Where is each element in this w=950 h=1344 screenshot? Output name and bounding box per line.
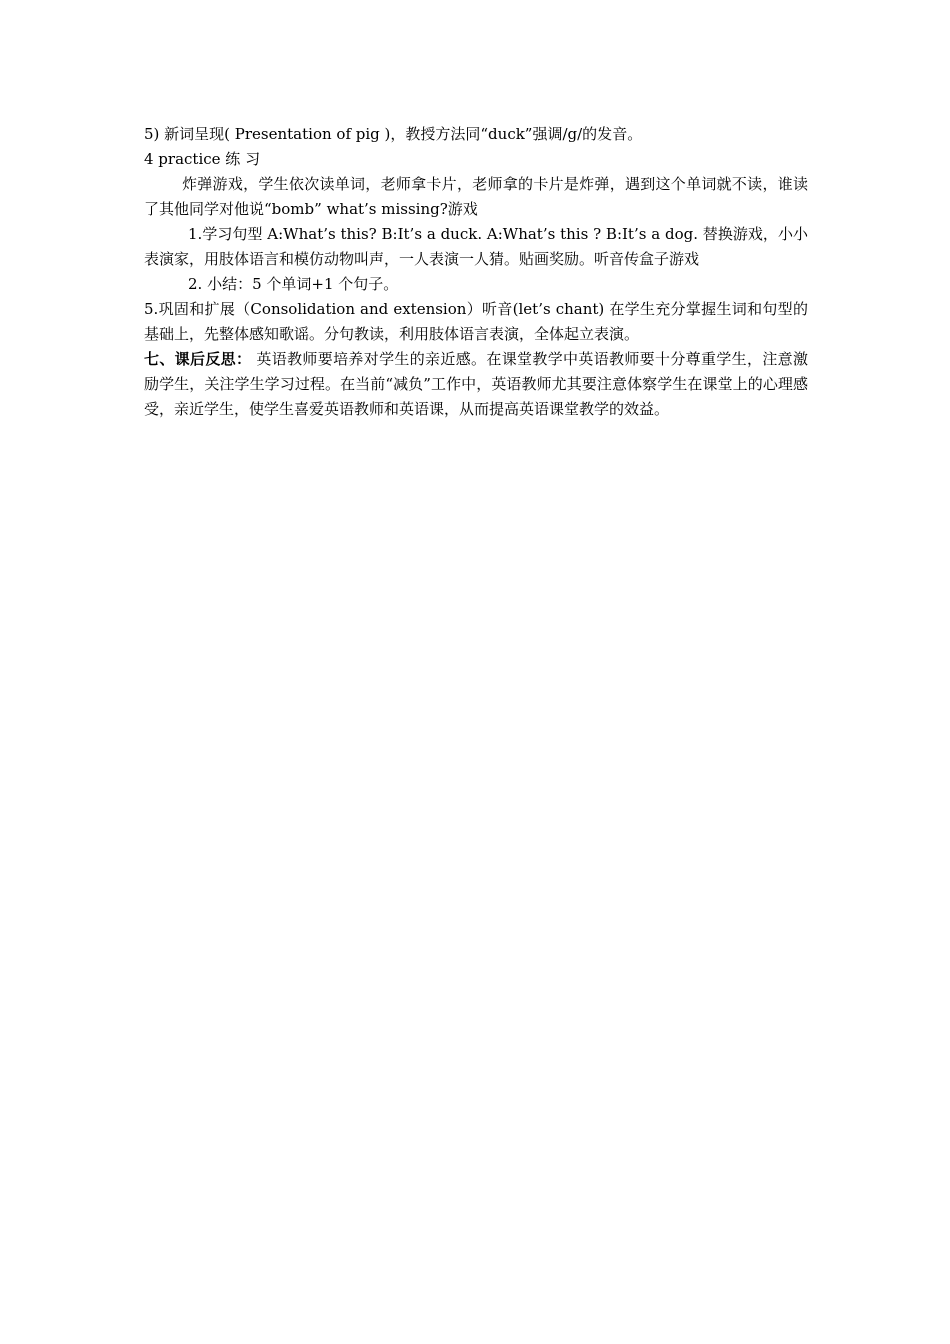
heading-practice: 4 practice 练 习 xyxy=(144,150,261,168)
paragraph-summary: 2. 小结：5 个单词+1 个句子。 xyxy=(188,275,399,293)
paragraph-bomb-game: 炸弹游戏，学生依次读单词，老师拿卡片，老师拿的卡片是炸弹，遇到这个单词就不读，谁读了其他同学对他说“bomb” what’s missing?游戏 xyxy=(144,175,808,218)
reflection-heading: 七、课后反思： xyxy=(144,350,252,368)
paragraph-reflection xyxy=(144,347,808,422)
paragraph-consolidation: 5.巩固和扩展（Consolidation and extension）听音(let’s chant) 在学生充分掌握生词和句型的基础上，先整体感知歌谣。分句教读，利用肢体语言表演，全体起立表演。 xyxy=(144,300,808,343)
paragraph-presentation-pig: 5) 新词呈现( Presentation of pig )，教授方法同“duck”强调/g/的发音。 xyxy=(144,125,643,143)
reflection-text: 英语教师要培养对学生的亲近感。在课堂教学中英语教师要十分尊重学生，注意激励学生，关注学生学习过程。在当前“减负”工作中，英语教师尤其要注意体察学生在课堂上的心理感受，亲近学生，使学生喜爱英语教师和英语课，从而提高英语课堂教学的效益。 xyxy=(144,350,808,418)
document-body xyxy=(144,122,808,422)
paragraph-sentence-pattern: 1.学习句型 A:What’s this? B:It’s a duck. A:What’s this ? B:It’s a dog. 替换游戏，小小表演家，用肢体语言和模仿动物叫声，一人表演一人猜。贴画奖励。听音传盒子游戏 xyxy=(144,225,808,268)
